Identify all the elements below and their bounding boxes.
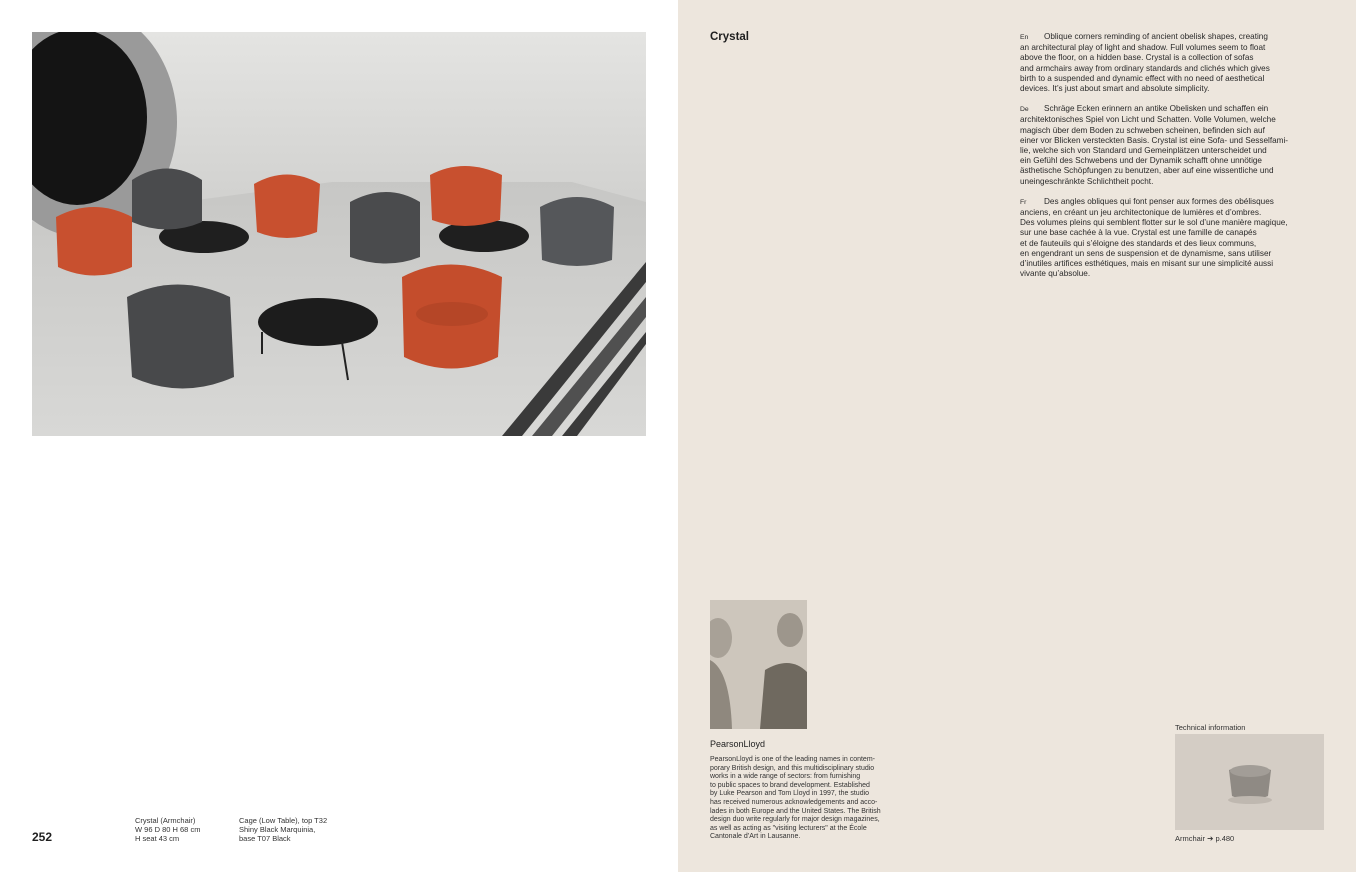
bio-line: PearsonLloyd is one of the leading names in contem- <box>710 756 875 763</box>
armchair-page-link[interactable]: Armchair ➔ p.480 <box>1175 834 1235 843</box>
bio-line: lades in both Europe and the United States. The British <box>710 807 881 815</box>
bio-line: by Luke Pearson and Tom Lloyd in 1997, the studio <box>710 790 870 798</box>
bio-line: works in a wide range of sectors: from furnishing <box>710 773 861 781</box>
description-line: magisch über dem Boden zu schweben scheinen, befinden sich auf <box>1020 125 1265 135</box>
technical-armchair-thumbnail[interactable] <box>1175 734 1324 830</box>
language-label: De <box>1020 106 1029 114</box>
description-line: d’inutiles artifices esthétiques, mais en misant sur une simplicité aussi <box>1020 259 1274 269</box>
description-line: et de fauteuils qui s’éloigne des standards et des lieux communs, <box>1020 238 1257 248</box>
product-title: Crystal <box>710 31 749 43</box>
description-block <box>1020 32 1326 289</box>
caption-line: base T07 Black <box>239 834 291 843</box>
caption-line: Cage (Low Table), top T32 <box>239 816 328 825</box>
description-line: uneingeschränkte Schlichtheit pocht. <box>1020 176 1154 186</box>
description-line: en engendrant un sens de suspension et de dynamisme, sans utiliser <box>1020 248 1272 258</box>
designer-photo-illustration <box>710 600 807 729</box>
designer-bio <box>710 756 881 842</box>
bio-line: porary British design, and this multidisciplinary studio <box>710 764 875 772</box>
description-line: devices. It’s just about smart and absolute simplicity. <box>1020 84 1210 94</box>
description-line: above the floor, on a hidden base. Crystal is a collection of sofas <box>1020 53 1254 63</box>
page-number: 252 <box>32 830 53 844</box>
description-line: architektonisches Spiel von Licht und Schatten. Volle Volumen, welche <box>1020 115 1276 125</box>
description-line: De Schräge Ecken erinnern an antike Obelisken und schaffen ein <box>1020 104 1326 115</box>
description-line: anciens, en créant un jeu architectonique de lumières et d’ombres. <box>1020 208 1262 218</box>
description-line: ein Gefühl des Schwebens und der Dynamik schafft ohne unnötige <box>1020 156 1262 166</box>
description-fr <box>1020 197 1326 280</box>
description-line: ästhetische Schöpfungen zu benutzen, aber auf eine wissentliche und <box>1020 166 1274 176</box>
lounge-scene-illustration <box>32 32 646 436</box>
description-line: Des volumes pleins qui semblent flotter sur le sol d’une manière magique, <box>1020 218 1288 228</box>
designer-name: PearsonLloyd <box>710 739 766 749</box>
caption-table <box>239 816 327 843</box>
description-en <box>1020 32 1326 94</box>
language-label: Fr <box>1020 198 1027 206</box>
description-line: Fr Des angles obliques qui font penser aux formes des obélisques <box>1020 197 1326 208</box>
bio-line: as well as acting as "visiting lecturers" at the École <box>710 824 867 832</box>
description-line: vivante qu’absolue. <box>1020 269 1091 279</box>
bio-line: design duo write regularly for major design magazines, <box>710 816 880 824</box>
bio-line: to public spaces to brand development. Established <box>710 781 870 789</box>
description-line: En Oblique corners reminding of ancient obelisk shapes, creating <box>1020 32 1326 43</box>
caption-line: H seat 43 cm <box>135 834 180 843</box>
description-line: birth to a suspended and dynamic effect with no need of aesthetical <box>1020 73 1265 83</box>
designer-portrait <box>710 600 807 729</box>
bio-line: has received numerous acknowledgements and acco- <box>710 798 878 806</box>
description-de <box>1020 104 1326 187</box>
caption-armchair <box>135 816 200 843</box>
bio-line: Cantonale d’Art in Lausanne. <box>710 833 801 841</box>
right-page <box>678 0 1356 872</box>
description-line: lie, welche sich von Standard und Gemeinplätzen unterscheidet und <box>1020 146 1267 156</box>
description-line: an architectural play of light and shadow. Full volumes seem to float <box>1020 43 1266 53</box>
description-line: sur une base cachée à la vue. Crystal est une famille de canapés <box>1020 228 1257 238</box>
caption-line: Shiny Black Marquinia, <box>239 825 316 834</box>
description-line: einer vor Blicken versteckten Basis. Crystal ist eine Sofa- und Sesselfami- <box>1020 135 1289 145</box>
language-label: En <box>1020 34 1029 41</box>
description-line: and armchairs away from ordinary standards and clichés which gives <box>1020 63 1270 73</box>
hero-photo <box>32 32 646 436</box>
armchair-render-illustration <box>1175 734 1324 830</box>
caption-line: Crystal (Armchair) <box>135 816 196 825</box>
caption-line: W 96 D 80 H 68 cm <box>135 825 201 834</box>
technical-info-label: Technical information <box>1175 723 1246 732</box>
